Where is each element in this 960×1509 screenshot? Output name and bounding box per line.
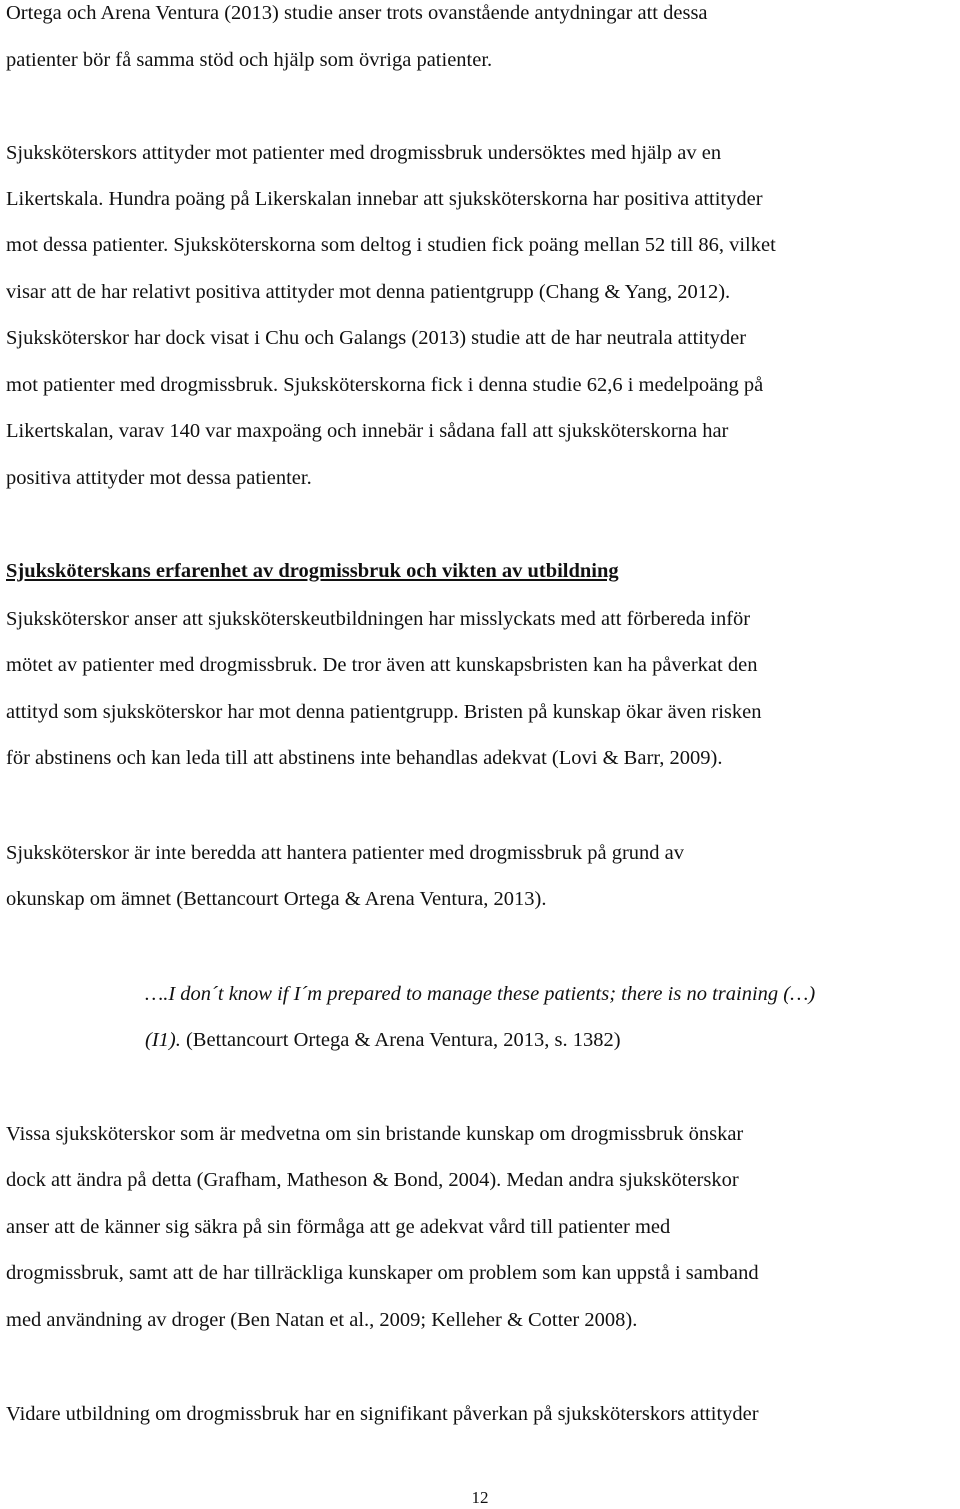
block-quote-line (145, 1027, 621, 1053)
paragraph-line: Likertskalan, varav 140 var maxpoäng och innebär i sådana fall att sjuksköterskorna har (6, 420, 729, 442)
block-quote-line: ….I don´t know if I´m prepared to manage these patients; there is no training (…) (145, 983, 816, 1005)
paragraph-line: Sjuksköterskor anser att sjuksköterskeutbildningen har misslyckats med att förbereda inför (6, 608, 751, 630)
paragraph-line: okunskap om ämnet (Bettancourt Ortega & Arena Ventura, 2013). (6, 888, 547, 910)
paragraph-line: Vissa sjuksköterskor som är medvetna om sin bristande kunskap om drogmissbruk önskar (6, 1123, 744, 1145)
paragraph-line: drogmissbruk, samt att de har tillräckliga kunskaper om problem som kan uppstå i samband (6, 1262, 759, 1284)
paragraph-line: Ortega och Arena Ventura (2013) studie anser trots ovanstående antydningar att dessa (6, 2, 708, 24)
quote-reference: (I1). (145, 1029, 181, 1051)
paragraph-line: med användning av droger (Ben Natan et al., 2009; Kelleher & Cotter 2008). (6, 1309, 638, 1331)
paragraph-line: Sjuksköterskor har dock visat i Chu och Galangs (2013) studie att de har neutrala attityder (6, 327, 747, 349)
paragraph-line: Sjuksköterskor är inte beredda att hantera patienter med drogmissbruk på grund av (6, 842, 685, 864)
page-number: 12 (471, 1488, 489, 1507)
paragraph-line: attityd som sjuksköterskor har mot denna patientgrupp. Bristen på kunskap ökar även risken (6, 701, 762, 723)
paragraph-line: för abstinens och kan leda till att abstinens inte behandlas adekvat (Lovi & Barr, 2009). (6, 747, 723, 769)
quote-citation: (Bettancourt Ortega & Arena Ventura, 2013, s. 1382) (180, 1029, 621, 1051)
section-heading: Sjuksköterskans erfarenhet av drogmissbruk och vikten av utbildning (6, 560, 619, 582)
paragraph-line: Vidare utbildning om drogmissbruk har en signifikant påverkan på sjuksköterskors attityder (6, 1403, 759, 1425)
paragraph-line: dock att ändra på detta (Grafham, Matheson & Bond, 2004). Medan andra sjuksköterskor (6, 1169, 739, 1191)
paragraph-line: mot patienter med drogmissbruk. Sjuksköterskorna fick i denna studie 62,6 i medelpoäng på (6, 374, 764, 396)
paragraph-line: visar att de har relativt positiva attityder mot denna patientgrupp (Chang & Yang, 2012). (6, 281, 731, 303)
paragraph-line: Sjuksköterskors attityder mot patienter med drogmissbruk undersöktes med hjälp av en (6, 142, 722, 164)
paragraph-line: patienter bör få samma stöd och hjälp som övriga patienter. (6, 49, 493, 71)
paragraph-line: Likertskala. Hundra poäng på Likerskalan innebar att sjuksköterskorna har positiva attityder (6, 188, 763, 210)
paragraph-line: positiva attityder mot dessa patienter. (6, 467, 312, 489)
paragraph-line: mot dessa patienter. Sjuksköterskorna som deltog i studien fick poäng mellan 52 till 86, vilket (6, 234, 776, 256)
paragraph-line: mötet av patienter med drogmissbruk. De tror även att kunskapsbristen kan ha påverkat den (6, 654, 758, 676)
paragraph-line: anser att de känner sig säkra på sin förmåga att ge adekvat vård till patienter med (6, 1216, 671, 1238)
